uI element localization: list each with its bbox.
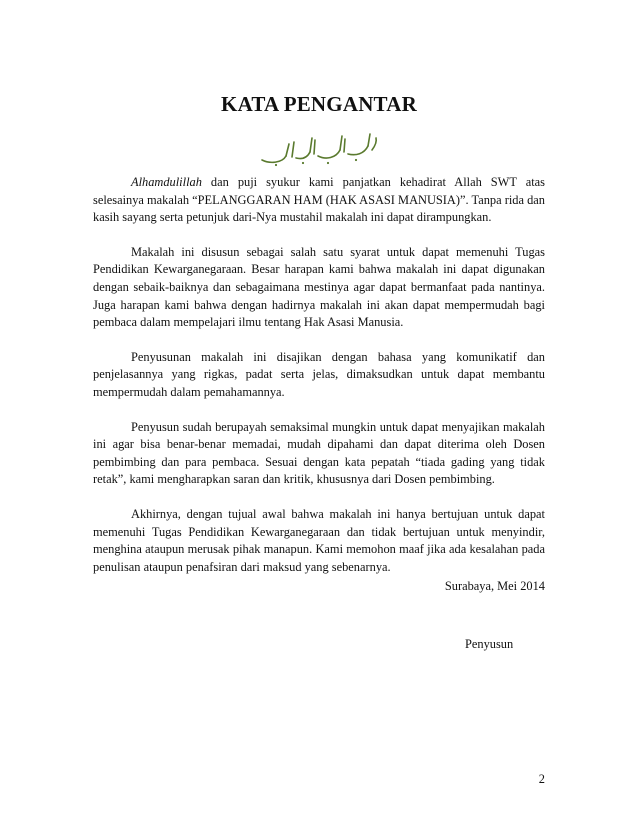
- paragraph-1: [93, 174, 545, 227]
- paragraph-lead-italic: Alhamdulillah: [131, 175, 202, 189]
- paragraph-text: Penyusunan makalah ini disajikan dengan bahasa yang komunikatif dan penjelasannya yang rigkas, padat serta jelas, dimaksudkan untuk dapat membantu mempermudah dalam pemahamannya.: [93, 349, 545, 399]
- paragraph-text: dan puji syukur kami panjatkan kehadirat Allah SWT atas selesainya makalah “PELANGGARAN HAM (HAK ASASI MANUSIA)”. Tanpa rida dan kasih sayang serta petunjuk dari-Nya mustahil makalah ini dapat dirampungkan.: [93, 175, 545, 225]
- paragraph-3: [93, 349, 545, 402]
- place-date: Surabaya, Mei 2014: [444, 579, 545, 593]
- paragraph-text: Penyusun sudah berupayah semaksimal mungkin untuk dapat menyajikan makalah ini agar bisa benar-benar memadai, mudah dipahami dan dapat diterima oleh Dosen pembimbing dan para pembaca. Sesuai dengan kata pepatah “tiada gading yang tidak retak”, kami mengharapkan saran dan kritik, khususnya dari Dosen pembimbing.: [93, 419, 545, 487]
- paragraph-5: [93, 506, 545, 576]
- paragraph-text: Makalah ini disusun sebagai salah satu syarat untuk dapat memenuhi Tugas Pendidikan Kewarganegaraan. Besar harapan kami bahwa makalah ini dapat digunakan dengan sebaik-baiknya dan sebagaimana mestinya agar dapat bermanfaat pada nantinya. Juga harapan kami bahwa dengan hadirnya makalah ini akan dapat mempermudah bagi pembaca dalam mempelajari ilmu tentang Hak Asasi Manusia.: [93, 244, 545, 330]
- paragraph-2: [93, 244, 545, 332]
- page-title: KATA PENGANTAR: [221, 92, 417, 116]
- page-number: 2: [538, 772, 545, 786]
- paragraph-text: Akhirnya, dengan tujual awal bahwa makalah ini hanya bertujuan untuk dapat memenuhi Tugas Pendidikan Kewarganegaraan dan tidak bertujuan untuk menyindir, menghina ataupun merusak pihak manapun. Kami memohon maaf jika ada kesalahan pada penulisan ataupun penafsiran dari maksud yang sebenarnya.: [93, 506, 545, 574]
- body-text: [93, 174, 545, 593]
- author-signature: Penyusun: [465, 637, 514, 651]
- basmalah-calligraphy: [256, 130, 381, 168]
- paragraph-4: [93, 419, 545, 489]
